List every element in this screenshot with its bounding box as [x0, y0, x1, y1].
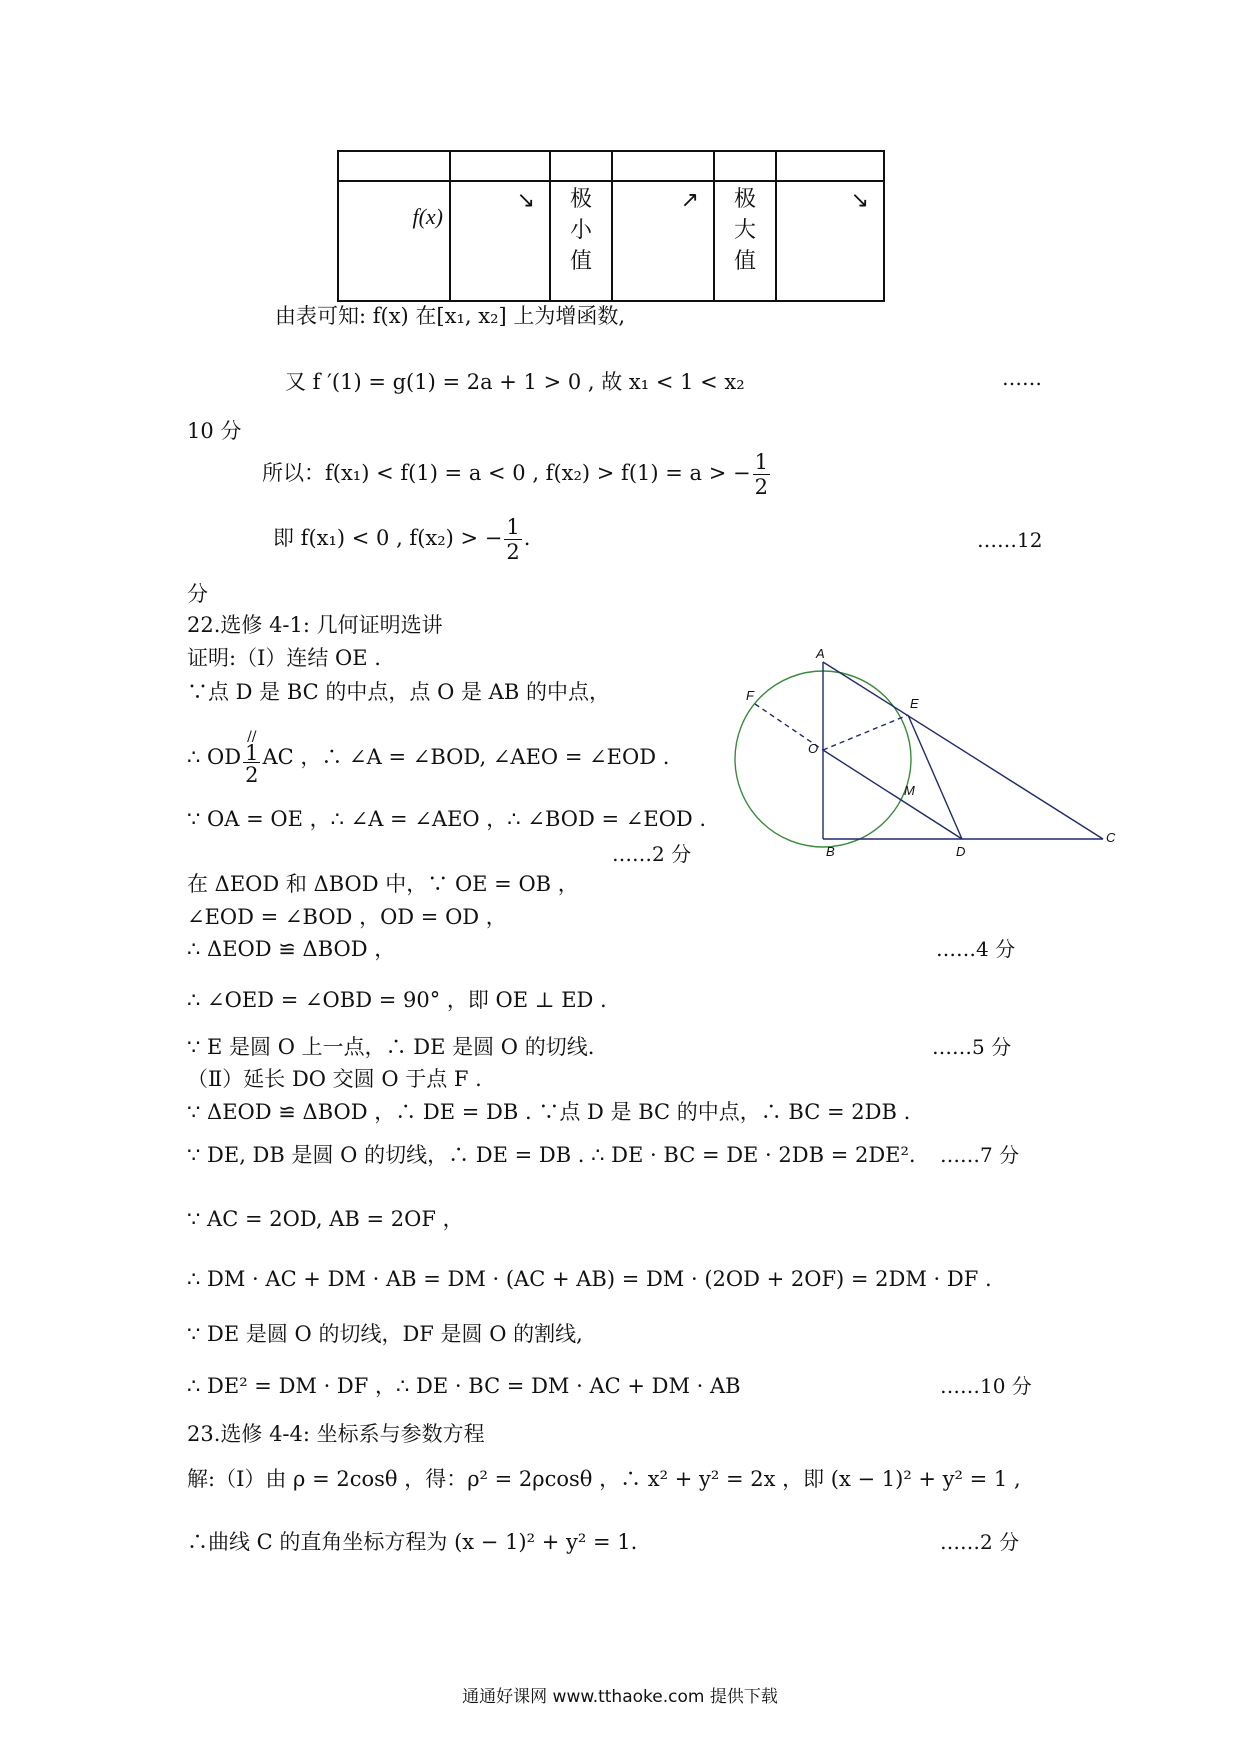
- segment-oe: [823, 715, 908, 750]
- q23-p2-score: ……2 分: [940, 1530, 1020, 1554]
- label-a: A: [816, 646, 825, 661]
- text-l6: 分: [187, 582, 208, 606]
- q22-title: 22.选修 4-1: 几何证明选讲: [187, 613, 443, 637]
- segment-od: [823, 750, 962, 839]
- footer: 通通好课网 www.tthaoke.com 提供下载: [462, 1687, 778, 1707]
- q22-p1: 证明:（Ⅰ）连结 OE .: [187, 646, 381, 670]
- q23-title: 23.选修 4-4: 坐标系与参数方程: [187, 1422, 485, 1446]
- q22-p12: ∵ DE, DB 是圆 O 的切线，∴ DE = DB . ∴ DE · BC = DE · 2DB = 2DE².: [187, 1143, 916, 1167]
- variation-table: [337, 150, 885, 302]
- label-m: M: [904, 783, 915, 798]
- increase-arrow: ↗: [612, 181, 714, 301]
- decrease-arrow-2: ↘: [776, 181, 884, 301]
- q22-p4-score: ……2 分: [612, 842, 692, 866]
- score-l2: ……: [1002, 366, 1042, 390]
- q22-p4: ∵ OA = OE ，∴ ∠A = ∠AEO ，∴ ∠BOD = ∠EOD .: [187, 807, 707, 831]
- text-l2: 又 f ′(1) = g(1) = 2a + 1 > 0 , 故 x₁ < 1 < x₂: [285, 370, 745, 394]
- segment-ac: [823, 662, 1103, 839]
- q22-p16-score: ……10 分: [940, 1374, 1032, 1398]
- label-f: F: [746, 688, 754, 703]
- fx-label: f(x): [338, 181, 450, 301]
- label-o: O: [808, 741, 819, 756]
- od-parallel-half-ac: // 1 2: [245, 729, 259, 787]
- label-b: B: [826, 844, 835, 859]
- q22-p3: ∴ OD // 1 2 AC ，∴ ∠A = ∠BOD, ∠AEO = ∠EOD .: [187, 729, 670, 787]
- q22-p2: ∵点 D 是 BC 的中点，点 O 是 AB 的中点，: [187, 680, 610, 704]
- decrease-arrow-1: ↘: [450, 181, 550, 301]
- local-min-label: 极 小 值: [550, 181, 612, 301]
- q22-p11: ∵ ΔEOD ≌ ΔBOD ，∴ DE = DB . ∵点 D 是 BC 的中点，∴ BC = 2DB .: [187, 1100, 911, 1124]
- text-l1: 由表可知: f(x) 在[x₁, x₂] 上为增函数,: [275, 304, 626, 328]
- q22-p16: ∴ DE² = DM · DF ，∴ DE · BC = DM · AC + DM · AB: [187, 1374, 741, 1398]
- text-l3: 10 分: [187, 419, 242, 443]
- q23-p1: 解:（Ⅰ）由 ρ = 2cosθ ，得：ρ² = 2ρcosθ ，∴ x² + y² = 2x ，即 (x − 1)² + y² = 1 ,: [187, 1467, 1021, 1491]
- local-max-label: 极 大 值: [714, 181, 776, 301]
- geometry-figure: [730, 640, 1130, 865]
- q22-p7-score: ……4 分: [936, 937, 1016, 961]
- q23-p2: ∴曲线 C 的直角坐标方程为 (x − 1)² + y² = 1.: [187, 1530, 638, 1554]
- label-c: C: [1106, 830, 1116, 845]
- label-d: D: [956, 844, 966, 859]
- q22-p5: 在 ΔEOD 和 ΔBOD 中，∵ OE = OB ，: [187, 872, 579, 896]
- fraction-half-2: $\frac{1}{2}$: [506, 515, 520, 564]
- fraction-half-1: $\frac{1}{2}$: [754, 450, 768, 499]
- q22-p8: ∴ ∠OED = ∠OBD = 90° ，即 OE ⊥ ED .: [187, 988, 607, 1012]
- q22-p15: ∵ DE 是圆 O 的切线，DF 是圆 O 的割线,: [187, 1322, 583, 1346]
- text-l4: 所以：f(x₁) < f(1) = a < 0 , f(x₂) > f(1) = a > − $\frac{1}{2}$: [262, 450, 768, 499]
- q22-p10: （Ⅱ）延长 DO 交圆 O 于点 F .: [187, 1067, 482, 1091]
- q22-p13: ∵ AC = 2OD, AB = 2OF ，: [187, 1207, 464, 1231]
- q22-p7: ∴ ΔEOD ≌ ΔBOD ，: [187, 937, 396, 961]
- q22-p9-score: ……5 分: [932, 1035, 1012, 1059]
- label-e: E: [910, 696, 919, 711]
- q22-p9: ∵ E 是圆 O 上一点，∴ DE 是圆 O 的切线.: [187, 1035, 595, 1059]
- text-l5: 即 f(x₁) < 0 , f(x₂) > − $\frac{1}{2}$ .: [273, 515, 531, 564]
- q22-p6: ∠EOD = ∠BOD ，OD = OD ，: [187, 905, 507, 929]
- score-l5: ……12: [977, 528, 1043, 552]
- q22-p14: ∴ DM · AC + DM · AB = DM · (AC + AB) = DM · (2OD + 2OF) = 2DM · DF .: [187, 1267, 992, 1291]
- q22-p12-score: ……7 分: [940, 1143, 1020, 1167]
